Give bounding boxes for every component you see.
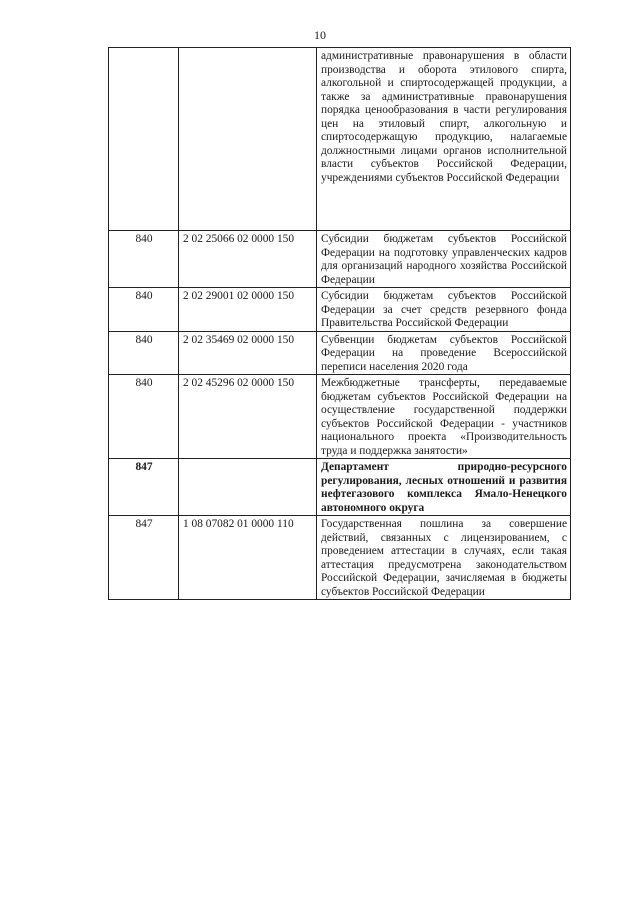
income-code-cell: 2 02 29001 02 0000 150 — [179, 288, 317, 332]
income-codes-table — [108, 47, 571, 600]
admin-code-cell — [109, 48, 179, 231]
description-cell: административные правонарушения в области производства и оборота этилового спирта, алкогольной и спиртосодержащей продукции, а также за административные правонарушения порядка ценообразования в части регулирования цен на этиловый спирт, алкогольную и спиртосодержащую продукцию, налагаемые должностными лицами органов исполнительной власти субъектов Российской Федерации, учреждениями субъектов Российской Федерации — [317, 48, 571, 231]
description-cell: Государственная пошлина за совершение действий, связанных с лицензированием, с проведением аттестации в случаях, если такая аттестация предусмотрена законодательством Российской Федерации, зачисляемая в бюджеты субъектов Российской Федерации — [317, 516, 571, 600]
description-cell: Субсидии бюджетам субъектов Российской Федерации на подготовку управленческих кадров для организаций народного хозяйства Российской Федерации — [317, 231, 571, 288]
income-code-cell — [179, 48, 317, 231]
admin-code-cell: 840 — [109, 331, 179, 375]
admin-code-cell: 847 — [109, 459, 179, 516]
table-row — [109, 516, 571, 600]
income-code-cell: 2 02 35469 02 0000 150 — [179, 331, 317, 375]
table-row — [109, 231, 571, 288]
department-name-cell: Департамент природно-ресурсного регулирования, лесных отношений и развития нефтегазового комплекса Ямало-Ненецкого автономного округа — [317, 459, 571, 516]
income-code-cell: 2 02 25066 02 0000 150 — [179, 231, 317, 288]
admin-code-cell: 847 — [109, 516, 179, 600]
description-cell: Субвенции бюджетам субъектов Российской Федерации на проведение Всероссийской переписи населения 2020 года — [317, 331, 571, 375]
admin-code-cell: 840 — [109, 375, 179, 459]
description-cell: Субсидии бюджетам субъектов Российской Федерации за счет средств резервного фонда Правительства Российской Федерации — [317, 288, 571, 332]
table-row — [109, 288, 571, 332]
income-code-cell — [179, 459, 317, 516]
department-header-row — [109, 459, 571, 516]
income-code-cell: 2 02 45296 02 0000 150 — [179, 375, 317, 459]
admin-code-cell: 840 — [109, 231, 179, 288]
income-code-cell: 1 08 07082 01 0000 110 — [179, 516, 317, 600]
table-row — [109, 375, 571, 459]
table-row — [109, 331, 571, 375]
admin-code-cell: 840 — [109, 288, 179, 332]
table-row — [109, 48, 571, 231]
description-cell: Межбюджетные трансферты, передаваемые бюджетам субъектов Российской Федерации на осуществление государственной поддержки субъектов Российской Федерации - участников национального проекта «Производительность труда и поддержка занятости» — [317, 375, 571, 459]
page-number: 10 — [314, 28, 326, 42]
